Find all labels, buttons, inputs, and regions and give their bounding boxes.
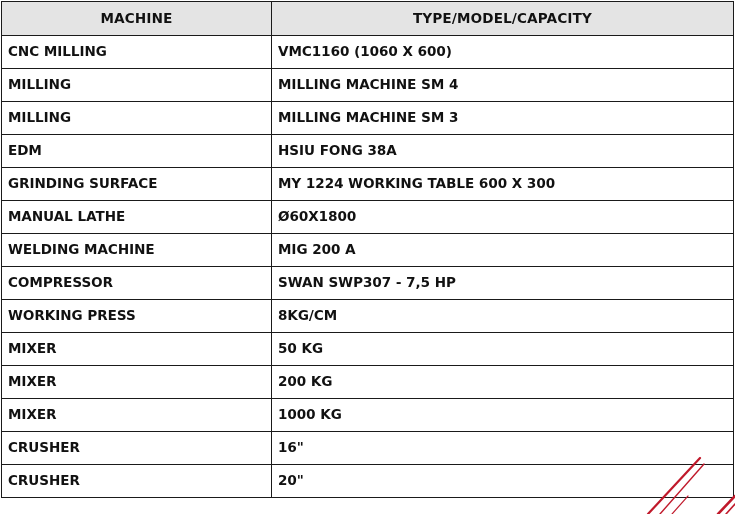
type-model-capacity-cell: 8KG/CM (272, 300, 734, 333)
type-model-capacity-cell: 200 KG (272, 366, 734, 399)
table-body (2, 36, 734, 498)
table-row (2, 201, 734, 234)
type-model-capacity-cell: 50 KG (272, 333, 734, 366)
type-model-capacity-cell: HSIU FONG 38A (272, 135, 734, 168)
table-row (2, 432, 734, 465)
table-row (2, 135, 734, 168)
type-model-capacity-cell: Ø60X1800 (272, 201, 734, 234)
machine-cell: CNC MILLING (2, 36, 272, 69)
table-row (2, 267, 734, 300)
machine-cell: MILLING (2, 102, 272, 135)
machine-cell: WORKING PRESS (2, 300, 272, 333)
table-row (2, 465, 734, 498)
type-model-capacity-cell: 1000 KG (272, 399, 734, 432)
type-model-capacity-cell: MILLING MACHINE SM 4 (272, 69, 734, 102)
machine-cell: GRINDING SURFACE (2, 168, 272, 201)
machine-cell: MIXER (2, 399, 272, 432)
type-model-capacity-cell: MIG 200 A (272, 234, 734, 267)
machine-cell: EDM (2, 135, 272, 168)
header-machine: MACHINE (2, 2, 272, 36)
machine-cell: WELDING MACHINE (2, 234, 272, 267)
header-row (2, 2, 734, 36)
table-row (2, 333, 734, 366)
machine-cell: MANUAL LATHE (2, 201, 272, 234)
machine-table (1, 1, 734, 498)
type-model-capacity-cell: 20" (272, 465, 734, 498)
table-row (2, 36, 734, 69)
type-model-capacity-cell: VMC1160 (1060 X 600) (272, 36, 734, 69)
table-row (2, 234, 734, 267)
type-model-capacity-cell: MY 1224 WORKING TABLE 600 X 300 (272, 168, 734, 201)
table-row (2, 102, 734, 135)
machine-cell: CRUSHER (2, 432, 272, 465)
machine-cell: MILLING (2, 69, 272, 102)
machine-cell: MIXER (2, 366, 272, 399)
machine-cell: CRUSHER (2, 465, 272, 498)
machine-cell: COMPRESSOR (2, 267, 272, 300)
machine-cell: MIXER (2, 333, 272, 366)
table-row (2, 69, 734, 102)
type-model-capacity-cell: MILLING MACHINE SM 3 (272, 102, 734, 135)
table-row (2, 366, 734, 399)
table-row (2, 168, 734, 201)
header-type-model-capacity: TYPE/MODEL/CAPACITY (272, 2, 734, 36)
type-model-capacity-cell: 16" (272, 432, 734, 465)
type-model-capacity-cell: SWAN SWP307 - 7,5 HP (272, 267, 734, 300)
table-row (2, 300, 734, 333)
table-row (2, 399, 734, 432)
